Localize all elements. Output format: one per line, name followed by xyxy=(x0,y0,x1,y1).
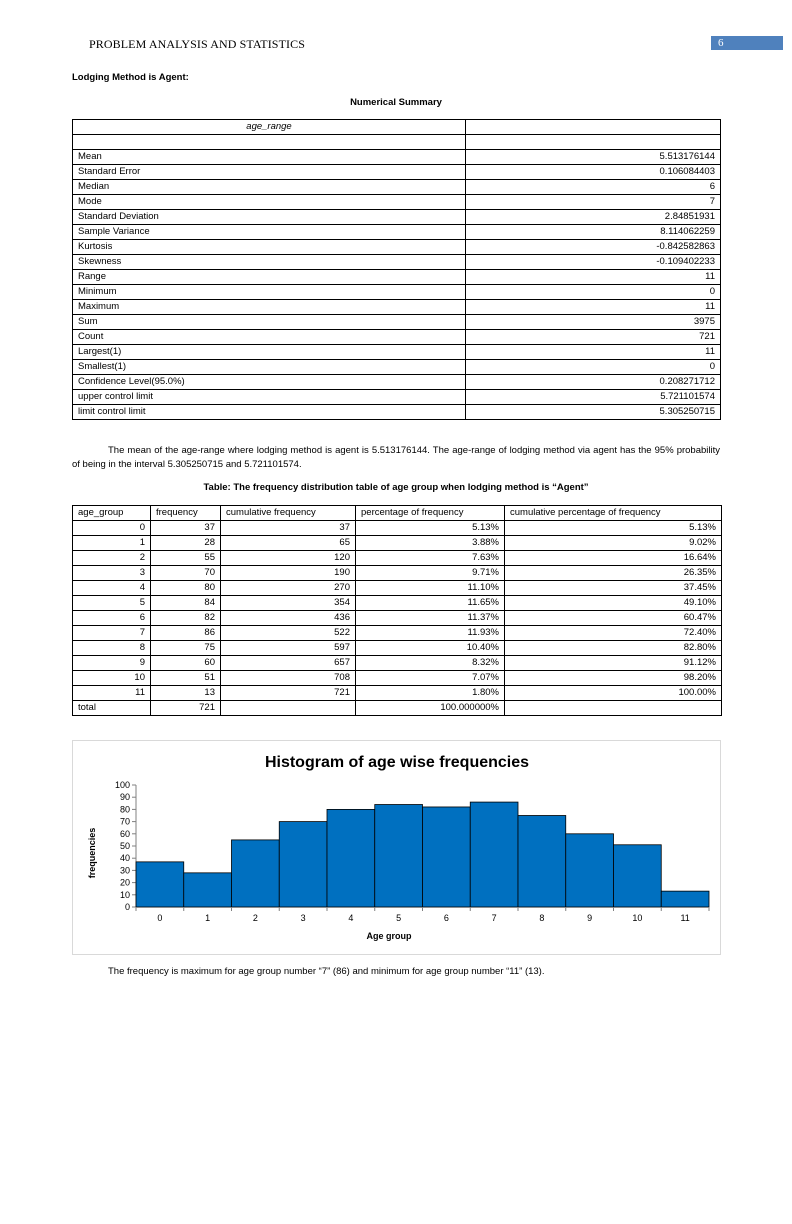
summary-blank-row xyxy=(73,135,721,150)
age-group-cell: 7 xyxy=(73,626,151,641)
y-tick-label: 80 xyxy=(119,804,130,815)
summary-stat-label: Range xyxy=(73,270,466,285)
frequency-row xyxy=(73,686,722,701)
summary-stat-value: 721 xyxy=(466,330,721,345)
percentage-cell: 3.88% xyxy=(356,536,505,551)
percentage-cell: 7.07% xyxy=(356,671,505,686)
frequency-row xyxy=(73,521,722,536)
histogram-bar xyxy=(232,840,280,907)
age-group-cell: 8 xyxy=(73,641,151,656)
summary-stat-label: Sum xyxy=(73,315,466,330)
summary-stat-label: Kurtosis xyxy=(73,240,466,255)
frequency-row xyxy=(73,626,722,641)
percentage-cell: 11.37% xyxy=(356,611,505,626)
summary-row xyxy=(73,210,721,225)
cumulative-percentage-cell: 16.64% xyxy=(505,551,722,566)
summary-column-header: age_range xyxy=(73,120,466,135)
histogram-bar xyxy=(375,805,423,907)
summary-row xyxy=(73,165,721,180)
frequency-row xyxy=(73,611,722,626)
cumulative-percentage-cell: 49.10% xyxy=(505,596,722,611)
summary-stat-value: -0.842582863 xyxy=(466,240,721,255)
summary-row xyxy=(73,345,721,360)
summary-stat-value: 11 xyxy=(466,270,721,285)
summary-row xyxy=(73,330,721,345)
summary-stat-value: 0 xyxy=(466,285,721,300)
percentage-cell: 1.80% xyxy=(356,686,505,701)
running-header: PROBLEM ANALYSIS AND STATISTICS xyxy=(89,37,305,51)
frequency-row xyxy=(73,656,722,671)
summary-stat-label: Confidence Level(95.0%) xyxy=(73,375,466,390)
summary-stat-value: 5.305250715 xyxy=(466,405,721,420)
section-heading: Lodging Method is Agent: xyxy=(72,72,189,83)
frequency-column-header: percentage of frequency xyxy=(356,506,505,521)
summary-stat-value: 11 xyxy=(466,345,721,360)
cumulative-percentage-cell: 60.47% xyxy=(505,611,722,626)
frequency-cell: 84 xyxy=(151,596,221,611)
summary-row xyxy=(73,225,721,240)
summary-stat-label: Count xyxy=(73,330,466,345)
cumulative-percentage-cell: 100.00% xyxy=(505,686,722,701)
summary-stat-value: 0.106084403 xyxy=(466,165,721,180)
summary-blank-cell xyxy=(466,135,721,150)
histogram-bar xyxy=(184,873,232,907)
frequency-cell: 75 xyxy=(151,641,221,656)
age-group-cell: 9 xyxy=(73,656,151,671)
cumulative-frequency-cell: 708 xyxy=(221,671,356,686)
cumulative-percentage-cell: 37.45% xyxy=(505,581,722,596)
summary-row xyxy=(73,300,721,315)
summary-row xyxy=(73,180,721,195)
chart-title: Histogram of age wise frequencies xyxy=(264,754,530,771)
percentage-cell: 8.32% xyxy=(356,656,505,671)
summary-stat-value: 11 xyxy=(466,300,721,315)
x-tick-label: 5 xyxy=(396,913,402,923)
summary-header-row xyxy=(73,120,721,135)
frequency-column-header: frequency xyxy=(151,506,221,521)
x-tick-label: 8 xyxy=(539,913,545,923)
y-tick-label: 70 xyxy=(119,816,130,827)
percentage-cell: 10.40% xyxy=(356,641,505,656)
summary-stat-label: Standard Error xyxy=(73,165,466,180)
y-tick-label: 50 xyxy=(119,841,130,851)
age-group-cell: 0 xyxy=(73,521,151,536)
histogram-svg xyxy=(73,741,720,954)
histogram-bar xyxy=(136,862,184,907)
percentage-cell: 11.93% xyxy=(356,626,505,641)
age-group-cell: 2 xyxy=(73,551,151,566)
cumulative-percentage-cell: 72.40% xyxy=(505,626,722,641)
x-axis-label: Age group xyxy=(366,931,412,941)
histogram-bar xyxy=(566,834,614,907)
cumulative-frequency-cell: 522 xyxy=(221,626,356,641)
age-group-cell: 10 xyxy=(73,671,151,686)
summary-row xyxy=(73,375,721,390)
summary-stat-value: 3975 xyxy=(466,315,721,330)
frequency-column-header: age_group xyxy=(73,506,151,521)
summary-stat-label: Mean xyxy=(73,150,466,165)
total-label-cell: total xyxy=(73,701,151,716)
cumulative-percentage-cell: 82.80% xyxy=(505,641,722,656)
x-tick-label: 3 xyxy=(300,913,306,923)
y-tick-label: 20 xyxy=(119,877,130,888)
page-number: 6 xyxy=(711,36,783,50)
age-group-cell: 4 xyxy=(73,581,151,596)
cumulative-percentage-cell: 26.35% xyxy=(505,566,722,581)
frequency-row xyxy=(73,536,722,551)
summary-stat-value: 5.721101574 xyxy=(466,390,721,405)
frequency-header-row xyxy=(73,506,722,521)
frequency-cell: 60 xyxy=(151,656,221,671)
cumulative-frequency-cell: 354 xyxy=(221,596,356,611)
numerical-summary-table xyxy=(72,119,721,420)
summary-row xyxy=(73,150,721,165)
histogram-chart xyxy=(72,740,721,955)
histogram-bar xyxy=(279,822,327,907)
summary-stat-label: Sample Variance xyxy=(73,225,466,240)
frequency-distribution-table xyxy=(72,505,722,716)
x-tick-label: 2 xyxy=(252,913,258,923)
cumulative-frequency-cell: 270 xyxy=(221,581,356,596)
x-tick-label: 6 xyxy=(443,913,449,923)
age-group-cell: 3 xyxy=(73,566,151,581)
summary-row xyxy=(73,315,721,330)
summary-row xyxy=(73,390,721,405)
summary-row xyxy=(73,255,721,270)
histogram-bar xyxy=(614,845,662,907)
cumulative-frequency-cell: 65 xyxy=(221,536,356,551)
x-tick-label: 9 xyxy=(587,913,593,923)
cumulative-frequency-cell: 721 xyxy=(221,686,356,701)
frequency-cell: 82 xyxy=(151,611,221,626)
summary-row xyxy=(73,285,721,300)
x-tick-label: 0 xyxy=(157,913,163,923)
summary-stat-label: Maximum xyxy=(73,300,466,315)
frequency-row xyxy=(73,596,722,611)
percentage-cell: 11.65% xyxy=(356,596,505,611)
frequency-column-header: cumulative percentage of frequency xyxy=(505,506,722,521)
cumulative-frequency-cell: 120 xyxy=(221,551,356,566)
summary-stat-value: 6 xyxy=(466,180,721,195)
summary-stat-value: -0.109402233 xyxy=(466,255,721,270)
x-tick-label: 1 xyxy=(205,913,211,923)
summary-header-empty-cell xyxy=(466,120,721,135)
summary-stat-value: 2.84851931 xyxy=(466,210,721,225)
summary-stat-label: Mode xyxy=(73,195,466,210)
summary-stat-value: 0 xyxy=(466,360,721,375)
summary-row xyxy=(73,240,721,255)
cumulative-frequency-cell: 657 xyxy=(221,656,356,671)
cumulative-frequency-cell: 597 xyxy=(221,641,356,656)
summary-stat-label: Standard Deviation xyxy=(73,210,466,225)
x-tick-label: 11 xyxy=(680,913,690,923)
histogram-bar xyxy=(470,802,518,907)
cumulative-frequency-cell xyxy=(221,701,356,716)
age-group-cell: 1 xyxy=(73,536,151,551)
summary-stat-label: Skewness xyxy=(73,255,466,270)
frequency-row xyxy=(73,566,722,581)
summary-stat-value: 5.513176144 xyxy=(466,150,721,165)
frequency-cell: 55 xyxy=(151,551,221,566)
y-axis-label: frequencies xyxy=(87,827,97,879)
cumulative-percentage-cell: 98.20% xyxy=(505,671,722,686)
frequency-row xyxy=(73,581,722,596)
cumulative-frequency-cell: 436 xyxy=(221,611,356,626)
frequency-cell: 28 xyxy=(151,536,221,551)
closing-sentence: The frequency is maximum for age group number “7” (86) and minimum for age group number “11” (13). xyxy=(108,966,545,977)
percentage-cell: 9.71% xyxy=(356,566,505,581)
frequency-row xyxy=(73,641,722,656)
summary-stat-label: Minimum xyxy=(73,285,466,300)
frequency-cell: 86 xyxy=(151,626,221,641)
frequency-cell: 51 xyxy=(151,671,221,686)
y-tick-label: 0 xyxy=(124,902,130,912)
frequency-cell: 721 xyxy=(151,701,221,716)
y-tick-label: 40 xyxy=(119,853,130,864)
summary-stat-label: Median xyxy=(73,180,466,195)
histogram-bar xyxy=(327,809,375,907)
summary-stat-value: 0.208271712 xyxy=(466,375,721,390)
summary-blank-cell xyxy=(73,135,466,150)
age-group-cell: 11 xyxy=(73,686,151,701)
summary-row xyxy=(73,405,721,420)
interpretation-paragraph: The mean of the age-range where lodging method is agent is 5.513176144. The age-range of lodging method via agent has the 95% probability of being in the interval 5.305250715 and 5.721101574. xyxy=(72,445,720,470)
summary-table-title: Numerical Summary xyxy=(350,97,442,108)
age-group-cell: 6 xyxy=(73,611,151,626)
cumulative-frequency-cell: 37 xyxy=(221,521,356,536)
age-group-cell: 5 xyxy=(73,596,151,611)
summary-stat-label: upper control limit xyxy=(73,390,466,405)
summary-stat-value: 7 xyxy=(466,195,721,210)
summary-row xyxy=(73,270,721,285)
frequency-cell: 80 xyxy=(151,581,221,596)
histogram-bar xyxy=(661,891,709,907)
summary-stat-label: Largest(1) xyxy=(73,345,466,360)
cumulative-percentage-cell: 9.02% xyxy=(505,536,722,551)
histogram-bar xyxy=(423,807,471,907)
cumulative-percentage-cell: 91.12% xyxy=(505,656,722,671)
frequency-column-header: cumulative frequency xyxy=(221,506,356,521)
frequency-row xyxy=(73,551,722,566)
x-tick-label: 4 xyxy=(348,913,354,923)
y-tick-label: 30 xyxy=(119,865,130,876)
summary-row xyxy=(73,360,721,375)
y-tick-label: 90 xyxy=(119,792,130,803)
histogram-bar xyxy=(518,816,566,908)
frequency-cell: 13 xyxy=(151,686,221,701)
frequency-cell: 70 xyxy=(151,566,221,581)
y-tick-label: 100 xyxy=(114,780,130,790)
cumulative-percentage-cell: 5.13% xyxy=(505,521,722,536)
percentage-cell: 7.63% xyxy=(356,551,505,566)
frequency-table-title: Table: The frequency distribution table of age group when lodging method is “Agent” xyxy=(203,482,589,493)
y-tick-label: 60 xyxy=(119,828,130,839)
x-tick-label: 7 xyxy=(491,913,497,923)
y-tick-label: 10 xyxy=(119,889,130,900)
frequency-cell: 37 xyxy=(151,521,221,536)
percentage-cell: 100.000000% xyxy=(356,701,505,716)
summary-stat-label: limit control limit xyxy=(73,405,466,420)
summary-stat-value: 8.114062259 xyxy=(466,225,721,240)
frequency-total-row xyxy=(73,701,722,716)
cumulative-percentage-cell xyxy=(505,701,722,716)
x-tick-label: 10 xyxy=(632,913,643,923)
frequency-row xyxy=(73,671,722,686)
summary-stat-label: Smallest(1) xyxy=(73,360,466,375)
percentage-cell: 11.10% xyxy=(356,581,505,596)
summary-row xyxy=(73,195,721,210)
cumulative-frequency-cell: 190 xyxy=(221,566,356,581)
percentage-cell: 5.13% xyxy=(356,521,505,536)
